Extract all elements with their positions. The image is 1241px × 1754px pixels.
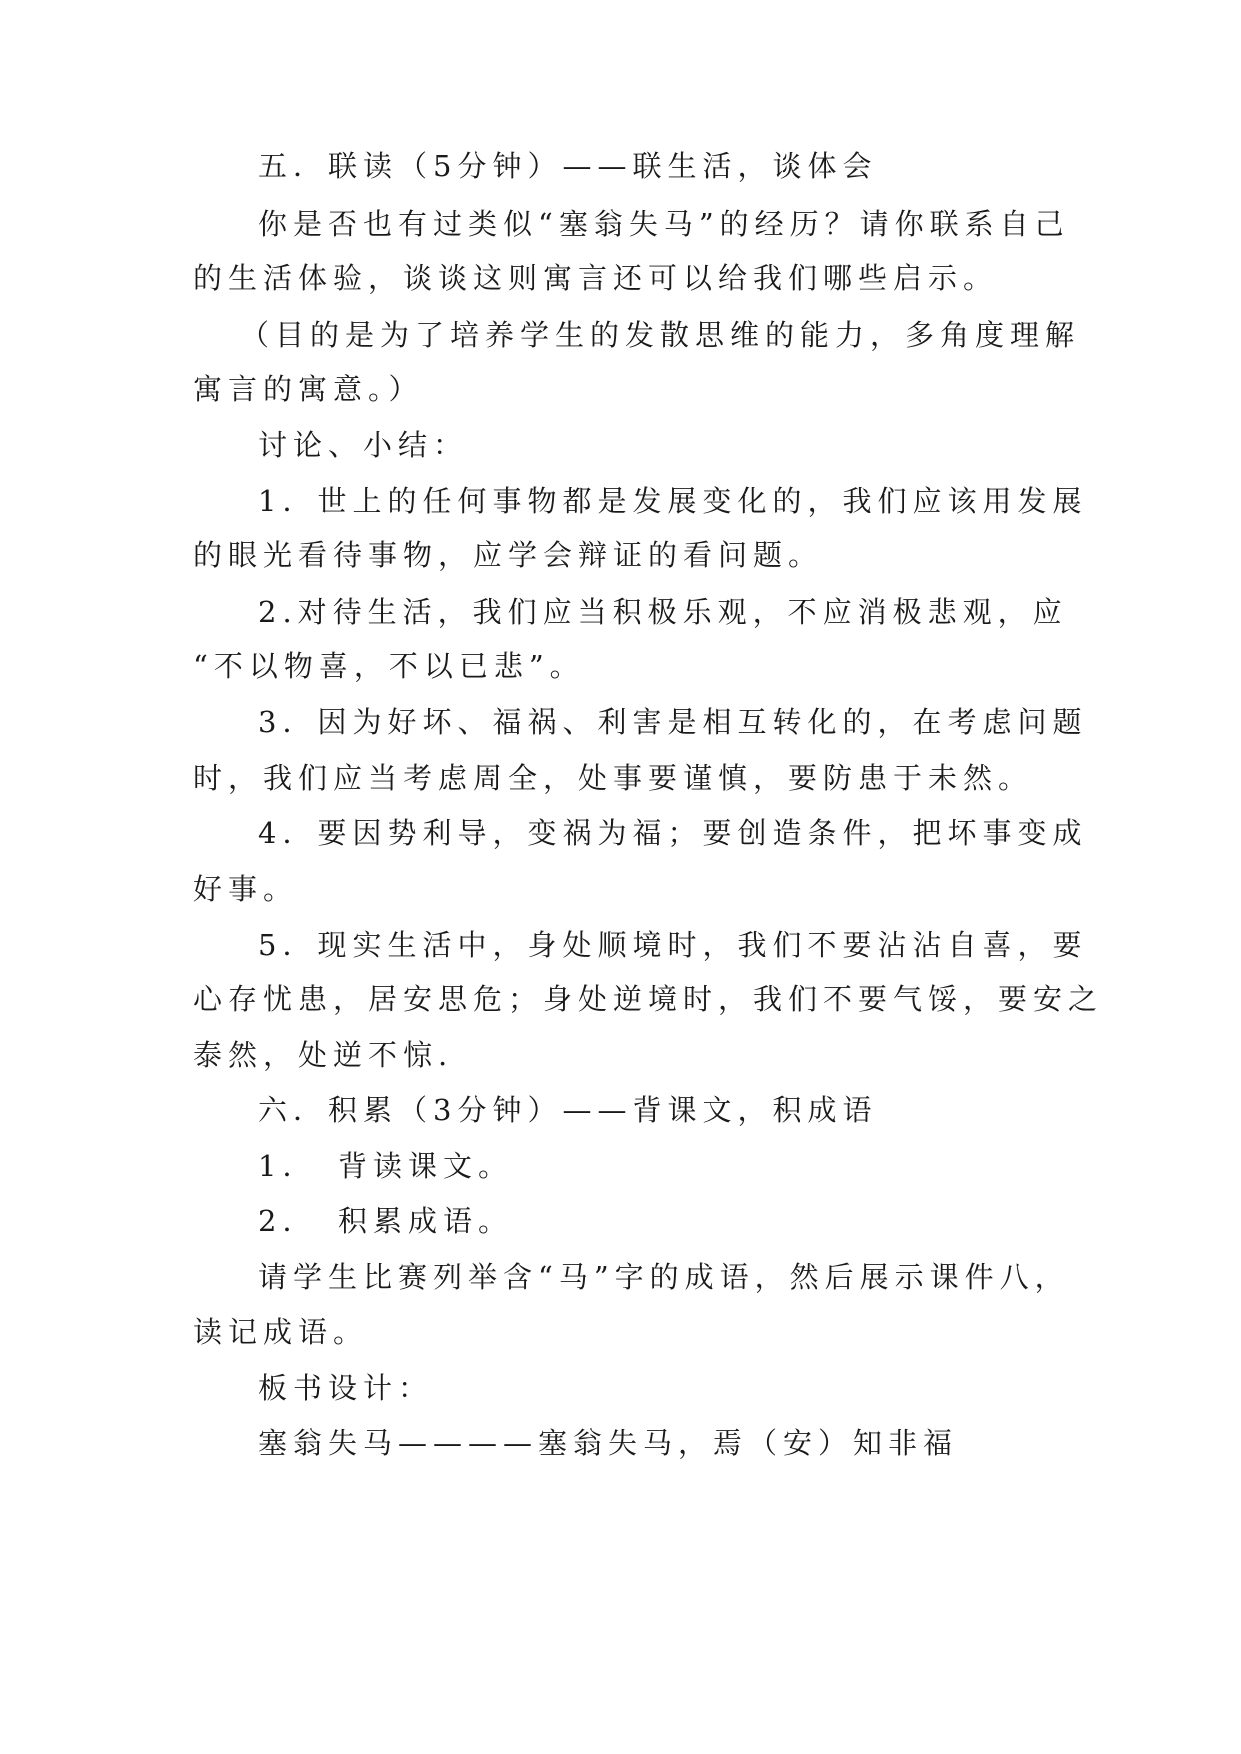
paragraph-line: 时，我们应当考虑周全，处事要谨慎，要防患于未然。 — [193, 761, 1034, 795]
section-heading-5: 五．联读（5分钟）——联生活，谈体会 — [258, 149, 878, 183]
paragraph-line: 心存忧患，居安思危；身处逆境时，我们不要气馁，要安之 — [193, 982, 1104, 1016]
paragraph-line: 读记成语。 — [193, 1315, 369, 1349]
paragraph-line: 请学生比赛列举含“马”字的成语，然后展示课件八， — [258, 1260, 1070, 1294]
paragraph-line: （目的是为了培养学生的发散思维的能力，多角度理解 — [240, 318, 1081, 352]
list-item-4: 4．要因势利导，变祸为福；要创造条件，把坏事变成 — [258, 816, 1088, 850]
list-item-5: 5．现实生活中，身处顺境时，我们不要沾沾自喜，要 — [258, 928, 1088, 962]
list-item-2: 2.对待生活，我们应当积极乐观，不应消极悲观，应 — [258, 595, 1068, 629]
paragraph-line: 的眼光看待事物，应学会辩证的看问题。 — [193, 538, 824, 572]
board-design-content: 塞翁失马————塞翁失马，焉（安）知非福 — [258, 1426, 959, 1460]
paragraph-line: 讨论、小结： — [258, 428, 469, 462]
list-item-1: 1． 背读课文。 — [258, 1149, 513, 1183]
paragraph-line: 的生活体验，谈谈这则寓言还可以给我们哪些启示。 — [193, 261, 999, 295]
list-item-1: 1．世上的任何事物都是发展变化的，我们应该用发展 — [258, 484, 1088, 518]
paragraph-line: 寓言的寓意。） — [193, 372, 424, 406]
paragraph-line: 你是否也有过类似“塞翁失马”的经历？请你联系自己 — [258, 207, 1070, 241]
section-heading-6: 六．积累（3分钟）——背课文，积成语 — [258, 1093, 878, 1127]
list-item-3: 3．因为好坏、福祸、利害是相互转化的，在考虑问题 — [258, 705, 1088, 739]
paragraph-line: 泰然，处逆不惊. — [193, 1038, 454, 1072]
paragraph-line: “不以物喜，不以已悲”。 — [193, 649, 585, 683]
paragraph-line: 好事。 — [193, 872, 299, 906]
board-design-heading: 板书设计： — [258, 1371, 434, 1405]
list-item-2: 2． 积累成语。 — [258, 1204, 513, 1238]
